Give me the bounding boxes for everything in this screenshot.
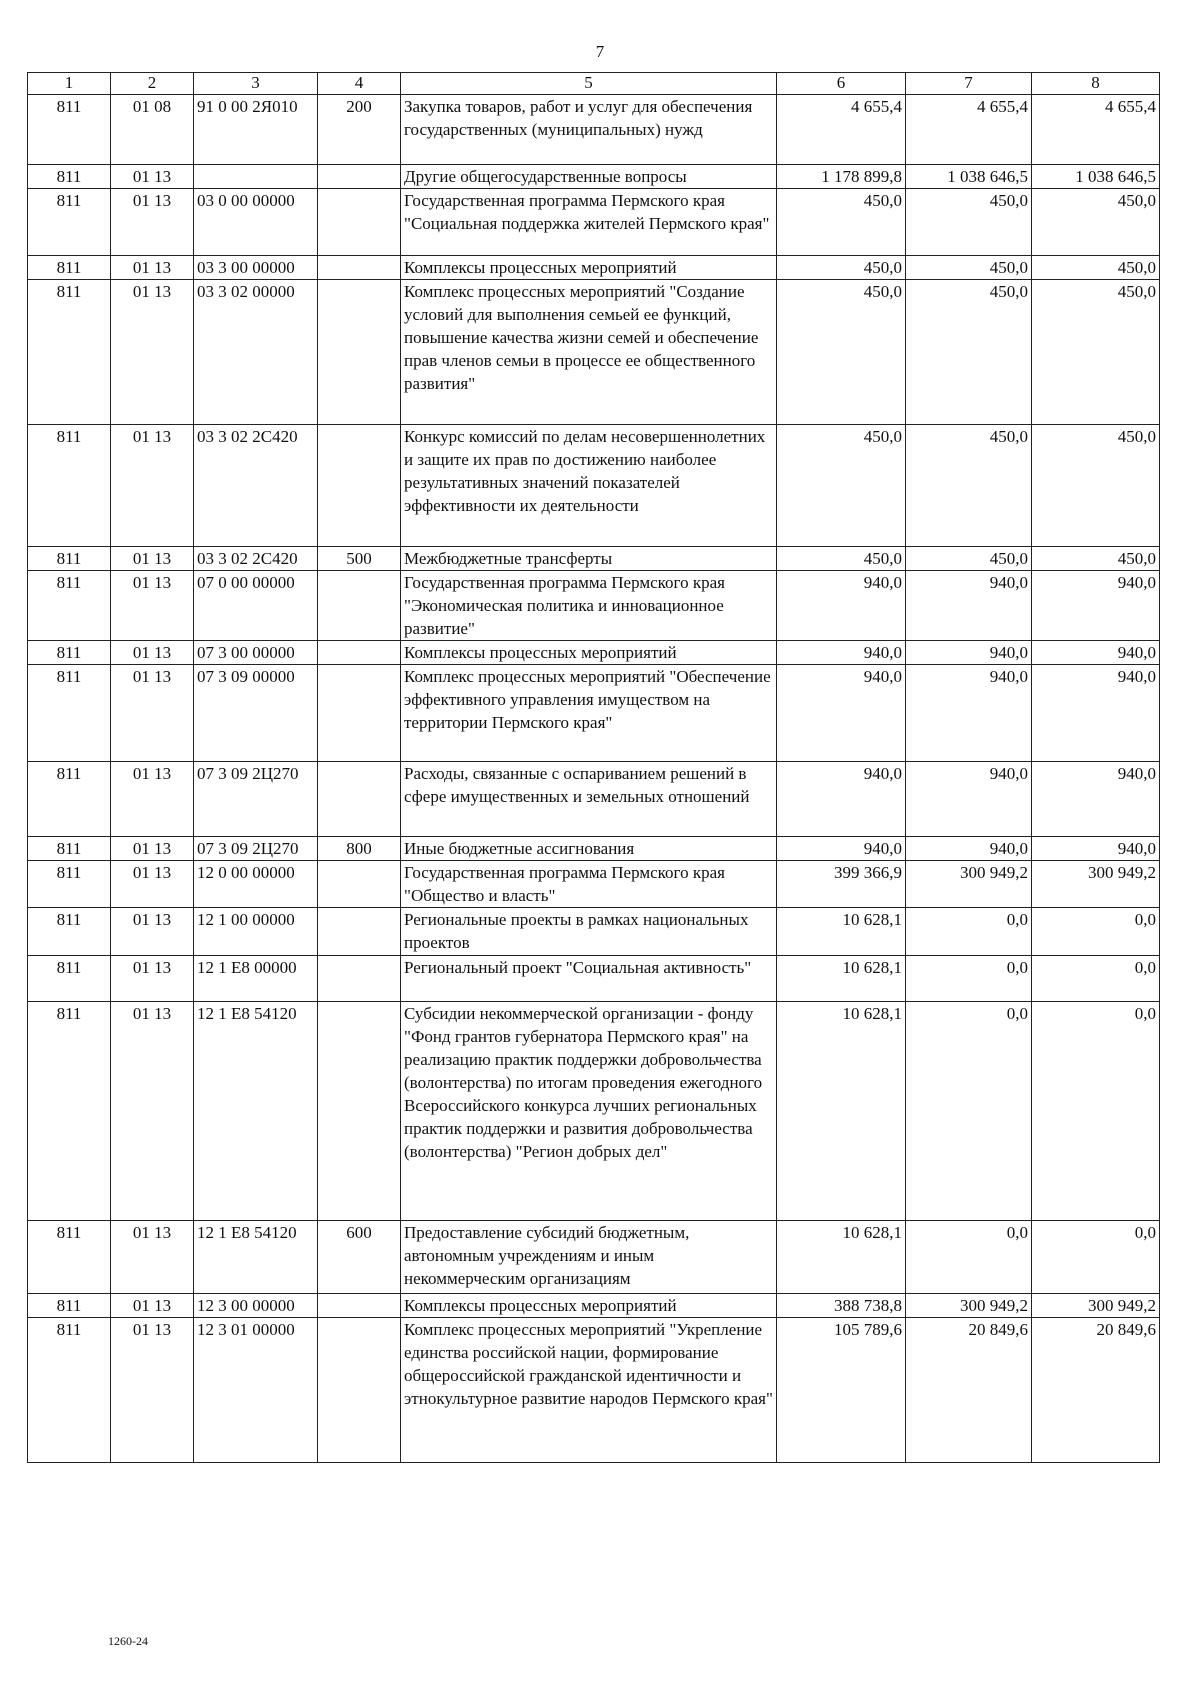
- cell-c5: Иные бюджетные ассигнования: [401, 837, 777, 861]
- cell-c2: 01 13: [111, 908, 194, 956]
- table-row: [28, 641, 1160, 665]
- cell-c2: 01 13: [111, 641, 194, 665]
- cell-c7: 940,0: [906, 837, 1032, 861]
- cell-c7: 4 655,4: [906, 95, 1032, 165]
- cell-c2: 01 13: [111, 956, 194, 1002]
- cell-c2: 01 13: [111, 861, 194, 908]
- cell-c6: 450,0: [777, 189, 906, 256]
- cell-c4: [318, 665, 401, 762]
- cell-c1: 811: [28, 165, 111, 189]
- cell-c2: 01 13: [111, 425, 194, 547]
- cell-c4: [318, 256, 401, 280]
- cell-c8: 940,0: [1032, 665, 1160, 762]
- cell-c8: 1 038 646,5: [1032, 165, 1160, 189]
- table-row: [28, 425, 1160, 547]
- table-row: [28, 1221, 1160, 1294]
- cell-c1: 811: [28, 665, 111, 762]
- cell-c6: 1 178 899,8: [777, 165, 906, 189]
- column-header: 1: [28, 73, 111, 95]
- cell-c5: Межбюджетные трансферты: [401, 547, 777, 571]
- column-header: 7: [906, 73, 1032, 95]
- cell-c7: 450,0: [906, 256, 1032, 280]
- cell-c6: 940,0: [777, 762, 906, 837]
- column-header: 3: [194, 73, 318, 95]
- table-row: [28, 1318, 1160, 1463]
- cell-c6: 940,0: [777, 837, 906, 861]
- cell-c1: 811: [28, 280, 111, 425]
- cell-c2: 01 13: [111, 1002, 194, 1221]
- column-header: 2: [111, 73, 194, 95]
- cell-c5: Комплекс процессных мероприятий "Обеспечение эффективного управления имуществом на территории Пермского края": [401, 665, 777, 762]
- cell-c7: 450,0: [906, 547, 1032, 571]
- cell-c1: 811: [28, 547, 111, 571]
- cell-c3: 12 1 00 00000: [194, 908, 318, 956]
- cell-c8: 0,0: [1032, 1221, 1160, 1294]
- cell-c8: 450,0: [1032, 280, 1160, 425]
- cell-c6: 450,0: [777, 547, 906, 571]
- table-row: [28, 861, 1160, 908]
- cell-c4: [318, 908, 401, 956]
- cell-c2: 01 13: [111, 280, 194, 425]
- cell-c8: 450,0: [1032, 425, 1160, 547]
- cell-c6: 388 738,8: [777, 1294, 906, 1318]
- cell-c3: 03 3 02 2С420: [194, 547, 318, 571]
- cell-c5: Закупка товаров, работ и услуг для обеспечения государственных (муниципальных) нужд: [401, 95, 777, 165]
- cell-c4: [318, 571, 401, 641]
- cell-c4: 500: [318, 547, 401, 571]
- cell-c6: 4 655,4: [777, 95, 906, 165]
- cell-c3: 12 1 E8 54120: [194, 1221, 318, 1294]
- cell-c1: 811: [28, 1294, 111, 1318]
- table-row: [28, 1294, 1160, 1318]
- cell-c1: 811: [28, 189, 111, 256]
- cell-c8: 4 655,4: [1032, 95, 1160, 165]
- cell-c4: [318, 425, 401, 547]
- cell-c8: 940,0: [1032, 762, 1160, 837]
- cell-c7: 20 849,6: [906, 1318, 1032, 1463]
- cell-c3: [194, 165, 318, 189]
- cell-c4: [318, 762, 401, 837]
- cell-c8: 450,0: [1032, 189, 1160, 256]
- cell-c4: 800: [318, 837, 401, 861]
- table-row: [28, 762, 1160, 837]
- cell-c4: 200: [318, 95, 401, 165]
- cell-c1: 811: [28, 762, 111, 837]
- cell-c7: 1 038 646,5: [906, 165, 1032, 189]
- cell-c5: Комплекс процессных мероприятий "Создание условий для выполнения семьей ее функций, повышение качества жизни семей и обеспечение прав членов семьи в процессе ее общественного развития": [401, 280, 777, 425]
- table-row: [28, 908, 1160, 956]
- cell-c6: 10 628,1: [777, 1221, 906, 1294]
- cell-c7: 0,0: [906, 908, 1032, 956]
- cell-c8: 300 949,2: [1032, 1294, 1160, 1318]
- cell-c6: 10 628,1: [777, 908, 906, 956]
- cell-c8: 0,0: [1032, 908, 1160, 956]
- table-row: [28, 189, 1160, 256]
- cell-c7: 300 949,2: [906, 1294, 1032, 1318]
- cell-c1: 811: [28, 1002, 111, 1221]
- cell-c5: Другие общегосударственные вопросы: [401, 165, 777, 189]
- cell-c1: 811: [28, 861, 111, 908]
- page-number: 7: [595, 42, 605, 61]
- cell-c1: 811: [28, 95, 111, 165]
- cell-c2: 01 13: [111, 665, 194, 762]
- column-header: 5: [401, 73, 777, 95]
- column-header: 4: [318, 73, 401, 95]
- cell-c7: 940,0: [906, 571, 1032, 641]
- cell-c2: 01 13: [111, 1294, 194, 1318]
- cell-c5: Государственная программа Пермского края "Экономическая политика и инновационное развитие": [401, 571, 777, 641]
- cell-c2: 01 13: [111, 762, 194, 837]
- cell-c1: 811: [28, 837, 111, 861]
- cell-c4: [318, 165, 401, 189]
- cell-c7: 0,0: [906, 956, 1032, 1002]
- cell-c5: Региональный проект "Социальная активность": [401, 956, 777, 1002]
- table-row: [28, 280, 1160, 425]
- cell-c2: 01 08: [111, 95, 194, 165]
- cell-c1: 811: [28, 425, 111, 547]
- cell-c5: Комплексы процессных мероприятий: [401, 256, 777, 280]
- cell-c5: Субсидии некоммерческой организации - фонду "Фонд грантов губернатора Пермского края" на реализацию практик поддержки добровольчества (волонтерства) по итогам проведения ежегодного Всероссийского конкурса лучших региональных практик поддержки и развития добровольчества (волонтерства) "Регион добрых дел": [401, 1002, 777, 1221]
- cell-c1: 811: [28, 641, 111, 665]
- cell-c4: [318, 956, 401, 1002]
- cell-c7: 0,0: [906, 1002, 1032, 1221]
- cell-c4: [318, 189, 401, 256]
- cell-c4: [318, 1002, 401, 1221]
- cell-c3: 12 0 00 00000: [194, 861, 318, 908]
- cell-c2: 01 13: [111, 256, 194, 280]
- cell-c7: 450,0: [906, 189, 1032, 256]
- cell-c2: 01 13: [111, 571, 194, 641]
- cell-c5: Региональные проекты в рамках национальных проектов: [401, 908, 777, 956]
- table-row: [28, 165, 1160, 189]
- column-header: 8: [1032, 73, 1160, 95]
- cell-c3: 07 0 00 00000: [194, 571, 318, 641]
- cell-c5: Расходы, связанные с оспариванием решений в сфере имущественных и земельных отношений: [401, 762, 777, 837]
- budget-table: [27, 72, 1160, 1463]
- cell-c7: 450,0: [906, 280, 1032, 425]
- table-row: [28, 956, 1160, 1002]
- cell-c4: [318, 1294, 401, 1318]
- cell-c6: 10 628,1: [777, 1002, 906, 1221]
- cell-c2: 01 13: [111, 1221, 194, 1294]
- column-header: 6: [777, 73, 906, 95]
- cell-c2: 01 13: [111, 837, 194, 861]
- table-row: [28, 1002, 1160, 1221]
- cell-c5: Конкурс комиссий по делам несовершеннолетних и защите их прав по достижению наиболее результативных значений показателей эффективности их деятельности: [401, 425, 777, 547]
- cell-c6: 450,0: [777, 280, 906, 425]
- cell-c7: 0,0: [906, 1221, 1032, 1294]
- cell-c8: 0,0: [1032, 956, 1160, 1002]
- cell-c7: 940,0: [906, 762, 1032, 837]
- cell-c1: 811: [28, 571, 111, 641]
- cell-c4: [318, 1318, 401, 1463]
- cell-c2: 01 13: [111, 547, 194, 571]
- table-row: [28, 665, 1160, 762]
- cell-c4: 600: [318, 1221, 401, 1294]
- cell-c8: 940,0: [1032, 571, 1160, 641]
- table-row: [28, 837, 1160, 861]
- cell-c3: 07 3 09 2Ц270: [194, 837, 318, 861]
- table-row: [28, 571, 1160, 641]
- cell-c5: Государственная программа Пермского края "Социальная поддержка жителей Пермского края": [401, 189, 777, 256]
- cell-c8: 450,0: [1032, 547, 1160, 571]
- cell-c1: 811: [28, 956, 111, 1002]
- cell-c8: 20 849,6: [1032, 1318, 1160, 1463]
- cell-c3: 12 1 E8 00000: [194, 956, 318, 1002]
- cell-c8: 0,0: [1032, 1002, 1160, 1221]
- cell-c6: 10 628,1: [777, 956, 906, 1002]
- cell-c4: [318, 280, 401, 425]
- cell-c3: 03 3 02 00000: [194, 280, 318, 425]
- table-row: [28, 256, 1160, 280]
- cell-c3: 03 0 00 00000: [194, 189, 318, 256]
- cell-c5: Предоставление субсидий бюджетным, автономным учреждениям и иным некоммерческим организациям: [401, 1221, 777, 1294]
- cell-c8: 940,0: [1032, 641, 1160, 665]
- cell-c4: [318, 861, 401, 908]
- cell-c2: 01 13: [111, 1318, 194, 1463]
- cell-c8: 940,0: [1032, 837, 1160, 861]
- cell-c6: 940,0: [777, 571, 906, 641]
- cell-c5: Государственная программа Пермского края "Общество и власть": [401, 861, 777, 908]
- cell-c1: 811: [28, 908, 111, 956]
- cell-c8: 300 949,2: [1032, 861, 1160, 908]
- cell-c5: Комплексы процессных мероприятий: [401, 1294, 777, 1318]
- cell-c7: 940,0: [906, 665, 1032, 762]
- cell-c3: 07 3 09 2Ц270: [194, 762, 318, 837]
- cell-c3: 07 3 00 00000: [194, 641, 318, 665]
- cell-c7: 300 949,2: [906, 861, 1032, 908]
- table-row: [28, 547, 1160, 571]
- cell-c5: Комплексы процессных мероприятий: [401, 641, 777, 665]
- cell-c7: 940,0: [906, 641, 1032, 665]
- cell-c2: 01 13: [111, 189, 194, 256]
- cell-c7: 450,0: [906, 425, 1032, 547]
- document-id: 1260-24: [108, 1634, 148, 1648]
- cell-c5: Комплекс процессных мероприятий "Укрепление единства российской нации, формирование общероссийской гражданской идентичности и этнокультурное развитие народов Пермского края": [401, 1318, 777, 1463]
- column-number-row: [28, 73, 1160, 95]
- cell-c3: 03 3 00 00000: [194, 256, 318, 280]
- cell-c1: 811: [28, 1318, 111, 1463]
- cell-c3: 12 3 01 00000: [194, 1318, 318, 1463]
- cell-c6: 399 366,9: [777, 861, 906, 908]
- cell-c3: 12 1 E8 54120: [194, 1002, 318, 1221]
- cell-c1: 811: [28, 256, 111, 280]
- cell-c6: 450,0: [777, 256, 906, 280]
- cell-c6: 105 789,6: [777, 1318, 906, 1463]
- cell-c2: 01 13: [111, 165, 194, 189]
- cell-c6: 940,0: [777, 665, 906, 762]
- cell-c6: 450,0: [777, 425, 906, 547]
- cell-c3: 12 3 00 00000: [194, 1294, 318, 1318]
- cell-c3: 07 3 09 00000: [194, 665, 318, 762]
- cell-c4: [318, 641, 401, 665]
- cell-c6: 940,0: [777, 641, 906, 665]
- cell-c3: 03 3 02 2С420: [194, 425, 318, 547]
- cell-c1: 811: [28, 1221, 111, 1294]
- table-row: [28, 95, 1160, 165]
- cell-c8: 450,0: [1032, 256, 1160, 280]
- cell-c3: 91 0 00 2Я010: [194, 95, 318, 165]
